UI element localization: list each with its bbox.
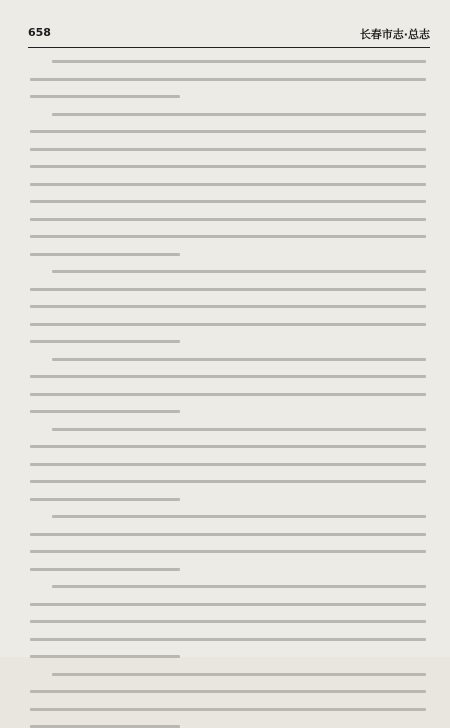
body-text (30, 60, 426, 635)
text-line-placeholder (30, 323, 426, 326)
text-line-placeholder (30, 183, 426, 186)
text-line-placeholder (30, 165, 426, 168)
header-rule (28, 47, 430, 48)
text-line-placeholder (52, 113, 426, 116)
text-line-placeholder (30, 498, 180, 501)
text-line-placeholder (30, 340, 180, 343)
paragraph-placeholder (30, 270, 426, 343)
text-line-placeholder (52, 270, 426, 273)
paragraph-placeholder (30, 428, 426, 501)
paragraph-placeholder (30, 113, 426, 256)
paragraph-placeholder (30, 358, 426, 414)
text-line-placeholder (30, 253, 180, 256)
text-line-placeholder (30, 375, 426, 378)
text-line-placeholder (30, 235, 426, 238)
text-line-placeholder (30, 288, 426, 291)
text-line-placeholder (52, 673, 426, 676)
text-line-placeholder (30, 690, 426, 693)
paragraph-placeholder (30, 515, 426, 571)
text-line-placeholder (30, 78, 426, 81)
text-line-placeholder (30, 200, 426, 203)
paragraph-placeholder (30, 673, 426, 728)
text-line-placeholder (52, 585, 426, 588)
text-line-placeholder (52, 60, 426, 63)
paragraph-placeholder (30, 60, 426, 98)
text-line-placeholder (52, 358, 426, 361)
page-number: 658 (28, 26, 51, 39)
text-line-placeholder (30, 130, 426, 133)
text-line-placeholder (30, 533, 426, 536)
text-line-placeholder (30, 410, 180, 413)
text-line-placeholder (30, 638, 426, 641)
text-line-placeholder (30, 708, 426, 711)
text-line-placeholder (30, 603, 426, 606)
text-line-placeholder (30, 463, 426, 466)
text-line-placeholder (30, 480, 426, 483)
text-line-placeholder (30, 568, 180, 571)
text-line-placeholder (30, 620, 426, 623)
text-line-placeholder (30, 148, 426, 151)
page-header (28, 26, 430, 44)
text-line-placeholder (30, 550, 426, 553)
running-title: 长春市志·总志 (360, 26, 430, 42)
text-line-placeholder (30, 305, 426, 308)
text-line-placeholder (52, 515, 426, 518)
text-line-placeholder (30, 95, 180, 98)
paragraph-placeholder (30, 585, 426, 658)
text-line-placeholder (30, 218, 426, 221)
text-line-placeholder (30, 393, 426, 396)
text-line-placeholder (30, 445, 426, 448)
text-line-placeholder (52, 428, 426, 431)
